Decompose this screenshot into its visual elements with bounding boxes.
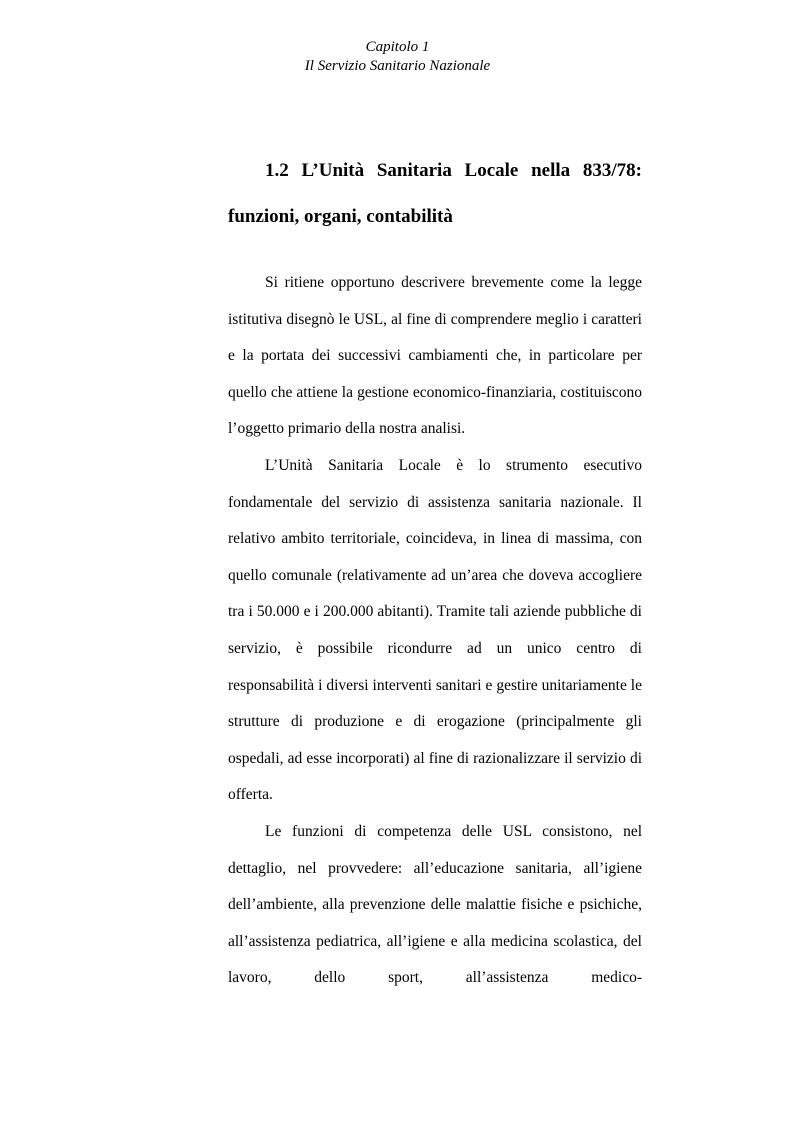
body-text bbox=[228, 265, 642, 997]
section-heading-line-2: funzioni, organi, contabilità bbox=[228, 206, 453, 227]
paragraph-1: Si ritiene opportuno descrivere brevemente come la legge istitutiva disegnò le USL, al fine di comprendere meglio i caratteri e la portata dei successivi cambiamenti che, in particolare per quello che attiene la gestione economico-finanziaria, costituiscono l’oggetto primario della nostra analisi. bbox=[228, 274, 642, 438]
paragraph-3: Le funzioni di competenza delle USL consistono, nel dettaglio, nel provvedere: all’educazione sanitaria, all’igiene dell’ambiente, alla prevenzione delle malattie fisiche e psichiche, all’assistenza pediatrica, all’igiene e alla medicina scolastica, del lavoro, dello sport, all’assistenza medico- bbox=[228, 822, 642, 987]
section-heading-line-1: 1.2 L’Unità Sanitaria Locale nella 833/78: bbox=[265, 160, 642, 181]
chapter-title: Il Servizio Sanitario Nazionale bbox=[304, 58, 491, 74]
chapter-number: Capitolo 1 bbox=[365, 39, 430, 55]
section-heading bbox=[228, 148, 642, 240]
paragraph-2: L’Unità Sanitaria Locale è lo strumento esecutivo fondamentale del servizio di assistenza sanitaria nazionale. Il relativo ambito territoriale, coincideva, in linea di massima, con quello comunale (relativamente ad un’area che doveva accogliere tra i 50.000 e i 200.000 abitanti). Tramite tali aziende pubbliche di servizio, è possibile ricondurre ad un unico centro di responsabilità i diversi interventi sanitari e gestire unitariamente le strutture di produzione e di erogazione (principalmente gli ospedali, ad esse incorporati) al fine di razionalizzare il servizio di offerta. bbox=[228, 456, 642, 804]
running-header bbox=[0, 38, 793, 76]
